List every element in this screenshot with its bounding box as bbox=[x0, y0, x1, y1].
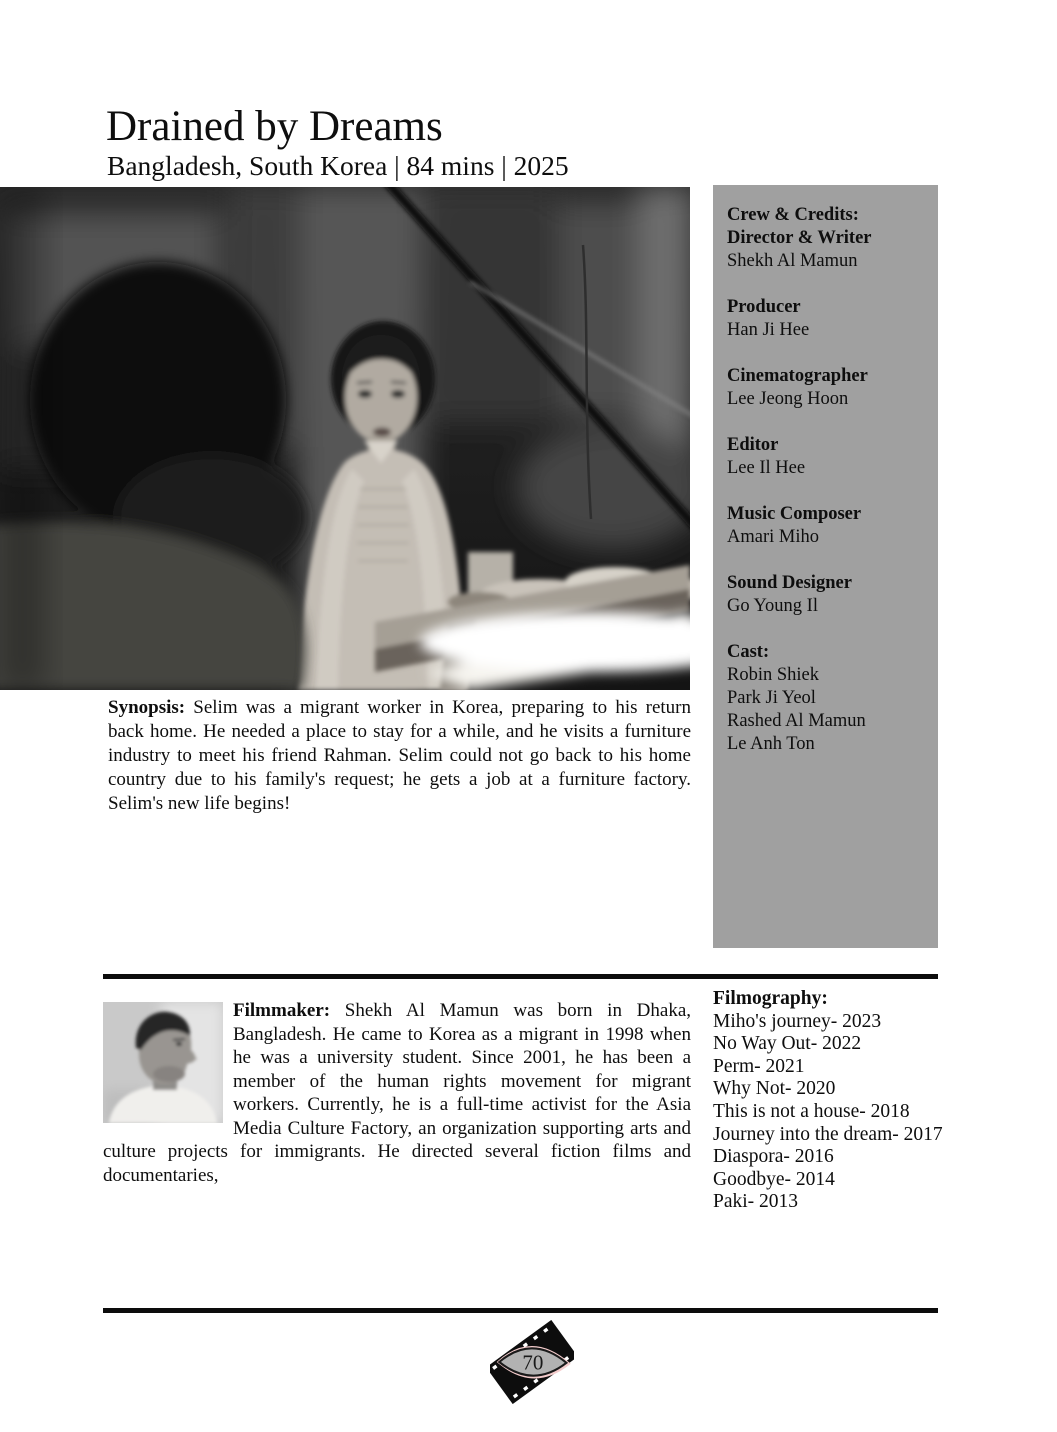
section-divider-top bbox=[103, 974, 938, 979]
filmography-section bbox=[713, 988, 955, 1214]
film-strip-icon bbox=[490, 1320, 574, 1404]
synopsis-paragraph bbox=[108, 696, 691, 816]
cast-name: Robin Shiek bbox=[727, 665, 819, 685]
crew-credits-sidebar bbox=[713, 185, 938, 948]
filmmaker-portrait-photo bbox=[103, 1002, 223, 1123]
filmography-entry: Perm- 2021 bbox=[713, 1055, 805, 1077]
filmmaker-bio-text: Shekh Al Mamun was born in Dhaka, Bangladesh. He came to Korea as a migrant in 1998 when he was a university student. Since 2001, he has been a member of the human rights movement for migrant workers. Currently, he is a full-time activist for the Asia Media Culture Factory, an organization supporting arts and culture projects for immigrants. He directed several fiction films and documentaries, bbox=[103, 1000, 691, 1186]
crew-group bbox=[727, 365, 926, 411]
crew-role: Producer bbox=[727, 297, 801, 317]
filmography-entry: This is not a house- 2018 bbox=[713, 1100, 910, 1122]
crew-role: Sound Designer bbox=[727, 573, 852, 593]
crew-name: Shekh Al Mamun bbox=[727, 251, 858, 271]
crew-group bbox=[727, 572, 926, 618]
filmography-entry: Paki- 2013 bbox=[713, 1191, 799, 1213]
cast-group bbox=[727, 641, 926, 756]
film-still-photo bbox=[0, 187, 690, 690]
crew-heading: Crew & Credits: bbox=[727, 205, 859, 225]
filmography-entry: Diaspora- 2016 bbox=[713, 1146, 834, 1168]
film-strip-page-badge bbox=[490, 1320, 574, 1404]
crew-group bbox=[727, 503, 926, 549]
filmography-entry: Miho's journey- 2023 bbox=[713, 1010, 882, 1032]
cast-name: Rashed Al Mamun bbox=[727, 711, 866, 731]
section-divider-bottom bbox=[103, 1308, 938, 1313]
crew-group bbox=[727, 296, 926, 342]
crew-group bbox=[727, 204, 926, 273]
filmmaker-label: Filmmaker: bbox=[233, 1000, 331, 1021]
cast-heading: Cast: bbox=[727, 642, 770, 662]
filmmaker-portrait-illustration bbox=[103, 1002, 223, 1123]
page-title: Drained by Dreams bbox=[106, 103, 443, 150]
crew-name: Han Ji Hee bbox=[727, 320, 810, 340]
crew-name: Lee Jeong Hoon bbox=[727, 389, 849, 409]
film-still-illustration bbox=[0, 187, 690, 690]
filmography-entry: Goodbye- 2014 bbox=[713, 1168, 835, 1190]
crew-role: Director & Writer bbox=[727, 228, 872, 248]
crew-role: Editor bbox=[727, 435, 779, 455]
page-number: 70 bbox=[522, 1350, 544, 1375]
crew-role: Cinematographer bbox=[727, 366, 868, 386]
filmography-heading: Filmography: bbox=[713, 988, 828, 1009]
filmmaker-section bbox=[103, 999, 691, 1187]
crew-role: Music Composer bbox=[727, 504, 862, 524]
filmography-entry: Why Not- 2020 bbox=[713, 1078, 836, 1100]
crew-group bbox=[727, 434, 926, 480]
filmography-entry: Journey into the dream- 2017 bbox=[713, 1123, 943, 1145]
film-meta-line: Bangladesh, South Korea | 84 mins | 2025 bbox=[107, 150, 569, 181]
filmography-entry: No Way Out- 2022 bbox=[713, 1033, 862, 1055]
cast-name: Park Ji Yeol bbox=[727, 688, 816, 708]
synopsis-text: Selim was a migrant worker in Korea, preparing to his return back home. He needed a place to stay for a while, and he visits a furniture industry to meet his friend Rahman. Selim could not go back to his home country due to his family's request; he gets a job at a furniture factory. Selim's new life begins! bbox=[108, 697, 691, 814]
synopsis-label: Synopsis: bbox=[108, 697, 186, 718]
crew-name: Go Young Il bbox=[727, 596, 818, 616]
crew-name: Lee Il Hee bbox=[727, 458, 806, 478]
cast-name: Le Anh Ton bbox=[727, 734, 815, 754]
crew-name: Amari Miho bbox=[727, 527, 819, 547]
